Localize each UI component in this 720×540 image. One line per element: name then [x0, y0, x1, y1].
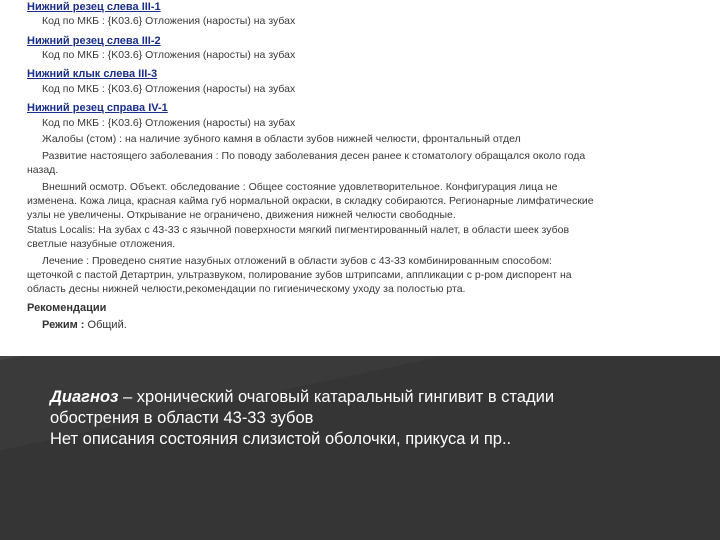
anamnesis-text: Развитие настоящего заболевания : По поводу заболевания десен ранее к стоматологу обращался около года [42, 150, 586, 162]
diagnosis-line-1 [50, 387, 690, 408]
icd-code-line: Код по МКБ : {K03.6} Отложения (наросты) на зубах [42, 15, 296, 27]
regime-value: Общий. [87, 319, 127, 331]
exam-text: Внешний осмотр. Объект. обследование : Общее состояние удовлетворительное. Конфигурация лица не [42, 181, 558, 193]
regime-label: Режим : [42, 319, 85, 331]
diagnosis-description: – хронический очаговый катаральный гингивит в стадии [118, 388, 555, 406]
treatment-text: Лечение : Проведено снятие назубных отложений в области зубов с 43-33 комбинированным способом: [42, 255, 552, 267]
diagnosis-term: Диагноз [50, 388, 119, 406]
recommendations-heading: Рекомендации [27, 302, 107, 314]
icd-code-line: Код по МКБ : {K03.6} Отложения (наросты) на зубах [42, 83, 296, 95]
diagnosis-line-2: обострения в области 43-33 зубов [50, 409, 314, 427]
exam-text-cont: изменена. Кожа лица, красная кайма губ нормальной окраски, в складку собираются. Регионарные лимфатические [27, 195, 594, 207]
treatment-text-cont: щеточкой с пастой Детартрин, ультразвуком, полирование зубов штрипсами, аппликации с р-ром диспорент на [27, 269, 572, 281]
icd-code-line: Код по МКБ : {K03.6} Отложения (наросты) на зубах [42, 117, 296, 129]
icd-code-line: Код по МКБ : {K03.6} Отложения (наросты) на зубах [42, 49, 296, 61]
exam-text-cont: узлы не увеличены. Открывание не ограничено, движения нижней челюсти свободные. [27, 209, 456, 221]
complaints-text: Жалобы (стом) : на наличие зубного камня в области зубов нижней челюсти, фронтальный отдел [42, 133, 521, 145]
tooth-link-iii-1[interactable]: Нижний резец слева III-1 [27, 1, 161, 13]
tooth-link-iv-1[interactable]: Нижний резец справа IV-1 [27, 102, 168, 114]
treatment-text-cont: область десны нижней челюсти,рекомендации по гигиеническому уходу за полостью рта. [27, 283, 466, 295]
diagnosis-panel [0, 356, 720, 540]
anamnesis-text-cont: назад. [27, 164, 59, 176]
tooth-link-iii-2[interactable]: Нижний резец слева III-2 [27, 35, 161, 47]
diagnosis-note: Нет описания состояния слизистой оболочки, прикуса и пр.. [50, 430, 512, 448]
status-localis-text-cont: светлые назубные отложения. [27, 238, 176, 250]
regime-line [42, 319, 127, 331]
status-localis-text: Status Localis: На зубах с 43-33 с язычной поверхности мягкий пигментированный налет, в области шеек зубов [27, 224, 570, 236]
diagnosis-text [50, 387, 690, 450]
tooth-link-iii-3[interactable]: Нижний клык слева III-3 [27, 68, 158, 80]
